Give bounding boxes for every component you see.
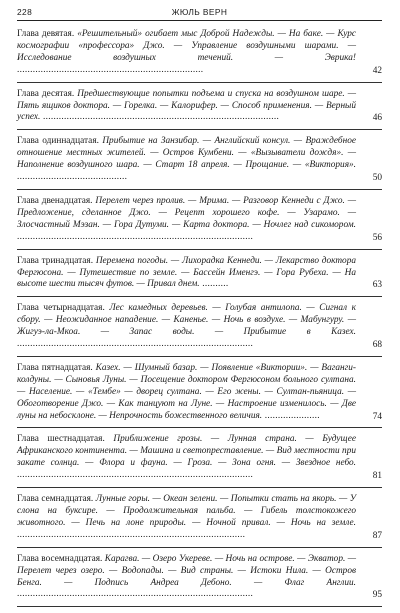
chapter-description: Предшествующие попытки подъема и спуска на воздушном шаре. — Пять ящиков доктора. — Горелка. — Калорифер. — Способ применения. — Верный успех.: [17, 88, 356, 123]
chapter-heading: Глава двенадцатая.: [17, 195, 93, 206]
chapter-heading: Глава семнадцатая.: [17, 494, 94, 505]
chapter-description: Лунные горы. — Океан зелени. — Попытки стать на якорь. — У слона на буксире. — Продолжительная пальба. — Гибель толстокожего животного. — Печь на лоне природы. — Ночной привал. — Ночь на земле.: [17, 494, 357, 528]
leader-dots: ..........................................................................................: [17, 339, 254, 350]
chapter-page-number: 74: [372, 411, 382, 422]
chapter-description: «Решительный» огибает мыс Доброй Надежды. — На баке. — Курс космографии «профессора» Джо. — Управление воздушными шарами. — Исследование воздушных течений. — Эврика!: [17, 29, 356, 63]
leader-dots: ..........................................................................................: [17, 231, 254, 242]
chapter-heading: Глава четырнадцатая.: [17, 303, 105, 314]
chapter-page-number: 81: [372, 471, 382, 482]
chapter-heading: Глава шестнадцатая.: [17, 434, 105, 445]
chapter-page-number: 87: [372, 530, 382, 541]
chapter-page-number: 63: [372, 280, 382, 291]
chapter-description: Перемена погоды. — Лихорадка Кеннеди. — Лекарство доктора Фергюсона. — Путешествие по земле. — Бассейн Именгэ. — Гора Рубеха. — На высоте шести тысяч футов. — Привал днем.: [17, 255, 356, 290]
chapter-page-number: 42: [372, 65, 382, 76]
toc-entry: [17, 494, 382, 548]
chapter-heading: Глава десятая.: [17, 88, 75, 99]
chapter-page-number: 46: [372, 113, 382, 124]
toc-entry: [17, 554, 382, 608]
running-title: ЖЮЛЬ ВЕРН: [171, 7, 228, 17]
chapter-description: Казех. — Шумный базар. — Появление «Виктории». — Ваганги-колдуны. — Сыновья Луны. — Посещение доктором Фергюсоном больного султана. — Население. — «Тембе» — дворец султана. — Его жены. — Султан-пьяница. — Обоготворение Джо. — Как танцуют на Луне. — Настроение изменилось. — Две луны на небосклоне. — Непрочность божественного величия.: [17, 362, 356, 421]
chapter-heading: Глава пятнадцатая.: [17, 362, 93, 373]
chapter-page-number: 68: [372, 340, 382, 351]
leader-dots: ..........................................................................................: [17, 589, 254, 600]
leader-dots: ..........................................................................................: [17, 470, 254, 481]
toc-entry: [17, 303, 382, 357]
toc-entry: [17, 196, 382, 250]
toc-entry: [17, 434, 382, 488]
chapter-page-number: 56: [372, 232, 382, 243]
chapter-description: Перелет через пролив. — Мрима. — Разговор Кеннеди с Джо. — Предложение, сделанное Джо. — Рецепт хорошего кофе. — Узарамо. — Злосчастный Мэзан. — Гора Дутуми. — Карта доктора. — Ночлег над сикомором.: [17, 195, 357, 230]
table-of-contents: [17, 29, 382, 613]
toc-entry: [17, 363, 382, 429]
chapter-description: Карагва. — Озеро Укереве. — Ночь на острове. — Экватор. — Перелет через озеро. — Водопады. — Вид страны. — Истоки Нила. — Остров Бенга. — Подпись Андреа Дебоно. — Флаг Англии.: [17, 553, 356, 588]
header-rule: [17, 20, 382, 21]
page-number: 228: [17, 7, 33, 17]
chapter-page-number: 50: [372, 173, 382, 184]
leader-dots: .......................................................................: [17, 64, 204, 75]
chapter-heading: Глава тринадцатая.: [17, 255, 94, 266]
leader-dots: .....................: [262, 410, 320, 421]
chapter-heading: Глава девятая.: [17, 29, 75, 39]
chapter-page-number: 95: [372, 590, 382, 601]
chapter-heading: Глава восемнадцатая.: [17, 553, 103, 564]
leader-dots: .......................................................................................: [17, 529, 246, 540]
running-head: [17, 4, 382, 20]
toc-entry: [17, 256, 382, 298]
chapter-description: Приближение грозы. — Лунная страна. — Будущее Африканского континента. — Машина и светопреставление. — Вид местности при закате солнца. — Флора и фауна. — Гроза. — Зона огня. — Звездное небо.: [17, 434, 357, 469]
chapter-description: Прибытие на Занзибар. — Английский консул. — Враждебное отношение местных жителей. — Остров Кумбени. — «Вызыватели дождя». — Наполнение воздушного шара. — Старт 18 апреля. — Прощание. — «Виктория».: [17, 136, 356, 171]
chapter-heading: Глава одиннадцатая.: [17, 136, 99, 147]
leader-dots: ..........: [199, 279, 229, 290]
toc-entry: [17, 136, 382, 190]
toc-entry: [17, 89, 382, 131]
leader-dots: ..........................................................................................: [40, 112, 280, 123]
chapter-description: Лес камедных деревьев. — Голубая антилопа. — Сигнал к сбору. — Неожиданное нападение. — Каненье. — Ночь в воздухе. — Мабунгуру. — Жигуэ-ла-Мкоа. — Запас воды. — Прибытие в Казех.: [17, 303, 357, 338]
leader-dots: ..........................................: [17, 172, 128, 183]
toc-entry: [17, 29, 382, 83]
